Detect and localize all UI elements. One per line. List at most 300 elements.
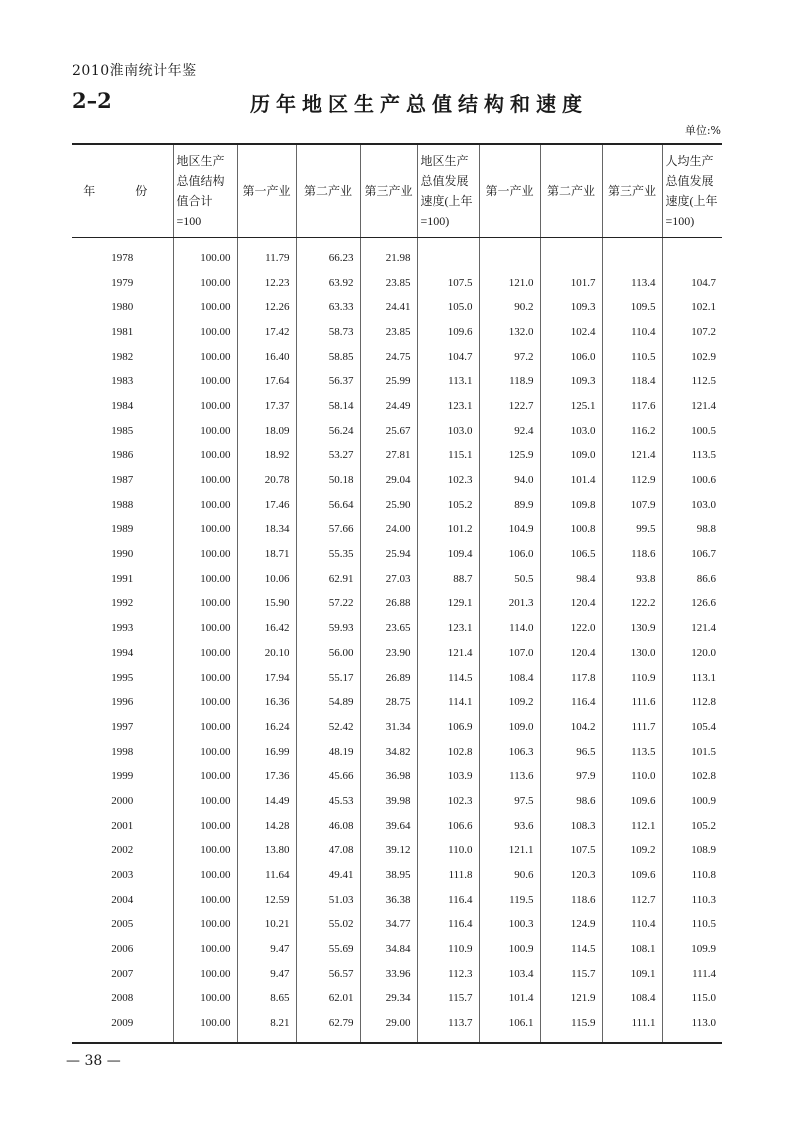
value-cell: 103.0 — [540, 418, 602, 443]
year-cell: 1987 — [111, 474, 134, 487]
value-cell: 112.1 — [602, 813, 662, 838]
value-cell: 23.65 — [360, 616, 417, 641]
value-cell: 100.00 — [173, 715, 237, 740]
value-cell: 17.94 — [237, 665, 296, 690]
value-cell: 115.9 — [540, 1011, 602, 1043]
value-cell: 101.2 — [417, 517, 479, 542]
value-cell: 109.0 — [540, 443, 602, 468]
value-cell: 36.98 — [360, 764, 417, 789]
year-cell: 2006 — [111, 943, 134, 956]
value-cell: 126.6 — [662, 591, 722, 616]
value-cell: 116.4 — [417, 912, 479, 937]
value-cell: 108.4 — [602, 986, 662, 1011]
value-cell: 33.96 — [360, 961, 417, 986]
year-cell: 1979 — [111, 276, 134, 289]
value-cell: 18.09 — [237, 418, 296, 443]
table-row — [72, 986, 722, 1011]
value-cell: 107.5 — [540, 838, 602, 863]
table-row — [72, 1011, 722, 1043]
year-cell: 1999 — [111, 770, 134, 783]
value-cell: 112.7 — [602, 887, 662, 912]
value-cell: 18.71 — [237, 542, 296, 567]
table-row — [72, 937, 722, 962]
value-cell — [602, 237, 662, 270]
value-cell: 109.5 — [602, 295, 662, 320]
value-cell: 113.1 — [662, 665, 722, 690]
value-cell: 90.2 — [479, 295, 540, 320]
value-cell: 23.85 — [360, 270, 417, 295]
value-cell: 100.00 — [173, 887, 237, 912]
value-cell: 111.4 — [662, 961, 722, 986]
value-cell: 86.6 — [662, 566, 722, 591]
table-row — [72, 616, 722, 641]
value-cell: 118.4 — [602, 369, 662, 394]
value-cell: 121.0 — [479, 270, 540, 295]
value-cell: 102.4 — [540, 320, 602, 345]
value-cell: 112.8 — [662, 690, 722, 715]
running-head: 2010淮南统计年鉴 — [72, 63, 197, 79]
value-cell — [479, 237, 540, 270]
value-cell: 94.0 — [479, 468, 540, 493]
value-cell: 34.84 — [360, 937, 417, 962]
value-cell: 105.2 — [417, 492, 479, 517]
value-cell: 116.4 — [417, 887, 479, 912]
value-cell: 112.9 — [602, 468, 662, 493]
year-cell: 1996 — [111, 696, 134, 709]
value-cell: 100.00 — [173, 270, 237, 295]
value-cell: 119.5 — [479, 887, 540, 912]
header-tertiary-share: 第三产业 — [360, 144, 417, 237]
year-cell: 1990 — [111, 548, 134, 561]
value-cell: 108.9 — [662, 838, 722, 863]
value-cell: 103.0 — [662, 492, 722, 517]
value-cell: 9.47 — [237, 937, 296, 962]
value-cell: 39.12 — [360, 838, 417, 863]
value-cell: 109.6 — [602, 789, 662, 814]
year-cell: 1978 — [111, 251, 134, 264]
value-cell: 62.91 — [296, 566, 360, 591]
value-cell: 97.9 — [540, 764, 602, 789]
value-cell: 103.4 — [479, 961, 540, 986]
value-cell: 101.4 — [479, 986, 540, 1011]
value-cell: 102.8 — [662, 764, 722, 789]
value-cell: 201.3 — [479, 591, 540, 616]
value-cell: 10.21 — [237, 912, 296, 937]
value-cell: 100.00 — [173, 690, 237, 715]
value-cell: 14.49 — [237, 789, 296, 814]
value-cell: 104.9 — [479, 517, 540, 542]
value-cell: 109.4 — [417, 542, 479, 567]
value-cell: 34.82 — [360, 739, 417, 764]
header-secondary-share: 第二产业 — [296, 144, 360, 237]
value-cell: 104.2 — [540, 715, 602, 740]
value-cell: 26.89 — [360, 665, 417, 690]
value-cell: 24.41 — [360, 295, 417, 320]
value-cell: 25.67 — [360, 418, 417, 443]
value-cell: 59.93 — [296, 616, 360, 641]
value-cell: 8.65 — [237, 986, 296, 1011]
value-cell: 106.5 — [540, 542, 602, 567]
value-cell: 36.38 — [360, 887, 417, 912]
value-cell: 102.9 — [662, 344, 722, 369]
value-cell: 100.00 — [173, 986, 237, 1011]
table-row — [72, 863, 722, 888]
value-cell: 58.73 — [296, 320, 360, 345]
value-cell: 121.9 — [540, 986, 602, 1011]
value-cell: 55.69 — [296, 937, 360, 962]
value-cell: 114.5 — [417, 665, 479, 690]
value-cell: 100.9 — [479, 937, 540, 962]
value-cell: 93.6 — [479, 813, 540, 838]
value-cell: 100.00 — [173, 566, 237, 591]
table-row — [72, 443, 722, 468]
value-cell: 12.23 — [237, 270, 296, 295]
value-cell: 25.90 — [360, 492, 417, 517]
page-number: — 38 — — [66, 1053, 121, 1069]
year-cell: 2001 — [111, 819, 134, 832]
value-cell: 109.8 — [540, 492, 602, 517]
value-cell: 110.5 — [662, 912, 722, 937]
value-cell: 125.1 — [540, 394, 602, 419]
value-cell: 115.0 — [662, 986, 722, 1011]
year-cell: 1984 — [111, 399, 134, 412]
value-cell: 97.5 — [479, 789, 540, 814]
value-cell: 27.81 — [360, 443, 417, 468]
value-cell: 108.4 — [479, 665, 540, 690]
value-cell: 100.3 — [479, 912, 540, 937]
value-cell: 118.6 — [540, 887, 602, 912]
value-cell: 100.5 — [662, 418, 722, 443]
value-cell: 17.42 — [237, 320, 296, 345]
value-cell: 98.8 — [662, 517, 722, 542]
value-cell: 63.92 — [296, 270, 360, 295]
value-cell: 109.9 — [662, 937, 722, 962]
value-cell: 121.1 — [479, 838, 540, 863]
value-cell: 98.4 — [540, 566, 602, 591]
value-cell: 16.42 — [237, 616, 296, 641]
value-cell: 106.1 — [479, 1011, 540, 1043]
table-row — [72, 295, 722, 320]
value-cell: 96.5 — [540, 739, 602, 764]
value-cell: 106.3 — [479, 739, 540, 764]
value-cell: 112.3 — [417, 961, 479, 986]
value-cell: 110.4 — [602, 320, 662, 345]
value-cell: 63.33 — [296, 295, 360, 320]
table-row — [72, 566, 722, 591]
value-cell: 106.7 — [662, 542, 722, 567]
value-cell: 121.4 — [662, 616, 722, 641]
table-row — [72, 270, 722, 295]
value-cell: 108.1 — [602, 937, 662, 962]
value-cell: 11.79 — [237, 237, 296, 270]
value-cell: 45.66 — [296, 764, 360, 789]
value-cell: 108.3 — [540, 813, 602, 838]
value-cell: 100.00 — [173, 789, 237, 814]
value-cell: 130.9 — [602, 616, 662, 641]
table-row — [72, 237, 722, 270]
year-cell: 2004 — [111, 893, 134, 906]
value-cell: 120.0 — [662, 641, 722, 666]
value-cell: 62.01 — [296, 986, 360, 1011]
value-cell: 29.00 — [360, 1011, 417, 1043]
value-cell: 115.7 — [417, 986, 479, 1011]
table-row — [72, 468, 722, 493]
table-row — [72, 492, 722, 517]
year-cell: 2007 — [111, 967, 134, 980]
value-cell: 100.6 — [662, 468, 722, 493]
value-cell: 100.00 — [173, 492, 237, 517]
value-cell: 115.1 — [417, 443, 479, 468]
table-row — [72, 813, 722, 838]
value-cell: 17.36 — [237, 764, 296, 789]
value-cell: 57.22 — [296, 591, 360, 616]
table-row — [72, 838, 722, 863]
value-cell: 109.3 — [540, 369, 602, 394]
value-cell: 104.7 — [417, 344, 479, 369]
value-cell: 11.64 — [237, 863, 296, 888]
value-cell: 114.1 — [417, 690, 479, 715]
value-cell: 130.0 — [602, 641, 662, 666]
value-cell: 17.37 — [237, 394, 296, 419]
value-cell: 21.98 — [360, 237, 417, 270]
value-cell: 100.00 — [173, 961, 237, 986]
value-cell: 106.6 — [417, 813, 479, 838]
value-cell: 123.1 — [417, 394, 479, 419]
value-cell: 100.00 — [173, 394, 237, 419]
value-cell: 110.8 — [662, 863, 722, 888]
value-cell: 100.00 — [173, 739, 237, 764]
year-cell: 1995 — [111, 671, 134, 684]
value-cell: 45.53 — [296, 789, 360, 814]
table-row — [72, 665, 722, 690]
value-cell: 120.4 — [540, 641, 602, 666]
value-cell: 55.02 — [296, 912, 360, 937]
value-cell: 39.64 — [360, 813, 417, 838]
year-cell: 1981 — [111, 325, 134, 338]
value-cell: 15.90 — [237, 591, 296, 616]
value-cell: 107.5 — [417, 270, 479, 295]
table-row — [72, 739, 722, 764]
value-cell: 110.9 — [602, 665, 662, 690]
table-row — [72, 715, 722, 740]
value-cell: 125.9 — [479, 443, 540, 468]
value-cell: 14.28 — [237, 813, 296, 838]
year-cell: 1986 — [111, 449, 134, 462]
value-cell: 27.03 — [360, 566, 417, 591]
value-cell: 100.00 — [173, 591, 237, 616]
value-cell: 39.98 — [360, 789, 417, 814]
value-cell — [540, 237, 602, 270]
year-cell: 1994 — [111, 646, 134, 659]
value-cell: 10.06 — [237, 566, 296, 591]
value-cell: 109.2 — [479, 690, 540, 715]
value-cell: 100.8 — [540, 517, 602, 542]
value-cell: 113.6 — [479, 764, 540, 789]
value-cell: 110.9 — [417, 937, 479, 962]
value-cell — [417, 237, 479, 270]
value-cell: 20.10 — [237, 641, 296, 666]
value-cell: 24.00 — [360, 517, 417, 542]
value-cell: 123.1 — [417, 616, 479, 641]
value-cell: 110.0 — [417, 838, 479, 863]
value-cell: 100.00 — [173, 237, 237, 270]
value-cell: 122.2 — [602, 591, 662, 616]
value-cell: 102.1 — [662, 295, 722, 320]
value-cell: 50.18 — [296, 468, 360, 493]
value-cell: 100.00 — [173, 418, 237, 443]
value-cell — [662, 237, 722, 270]
value-cell: 113.0 — [662, 1011, 722, 1043]
header-secondary-growth: 第二产业 — [540, 144, 602, 237]
gdp-structure-table — [72, 143, 722, 1044]
value-cell: 28.75 — [360, 690, 417, 715]
table-row — [72, 961, 722, 986]
value-cell: 56.57 — [296, 961, 360, 986]
year-cell: 1988 — [111, 498, 134, 511]
value-cell: 17.46 — [237, 492, 296, 517]
value-cell: 118.9 — [479, 369, 540, 394]
value-cell: 110.3 — [662, 887, 722, 912]
value-cell: 49.41 — [296, 863, 360, 888]
value-cell: 118.6 — [602, 542, 662, 567]
value-cell: 100.00 — [173, 320, 237, 345]
value-cell: 121.4 — [417, 641, 479, 666]
value-cell: 38.95 — [360, 863, 417, 888]
value-cell: 25.94 — [360, 542, 417, 567]
value-cell: 18.92 — [237, 443, 296, 468]
value-cell: 47.08 — [296, 838, 360, 863]
value-cell: 90.6 — [479, 863, 540, 888]
value-cell: 113.5 — [602, 739, 662, 764]
value-cell: 110.0 — [602, 764, 662, 789]
value-cell: 120.4 — [540, 591, 602, 616]
value-cell: 103.0 — [417, 418, 479, 443]
value-cell: 106.0 — [479, 542, 540, 567]
value-cell: 46.08 — [296, 813, 360, 838]
value-cell: 102.8 — [417, 739, 479, 764]
value-cell: 100.00 — [173, 1011, 237, 1043]
year-cell: 2005 — [111, 918, 134, 931]
value-cell: 51.03 — [296, 887, 360, 912]
value-cell: 62.79 — [296, 1011, 360, 1043]
value-cell: 58.14 — [296, 394, 360, 419]
value-cell: 111.1 — [602, 1011, 662, 1043]
value-cell: 109.1 — [602, 961, 662, 986]
value-cell: 56.24 — [296, 418, 360, 443]
value-cell: 100.00 — [173, 665, 237, 690]
year-cell: 2009 — [72, 1011, 173, 1043]
table-row — [72, 591, 722, 616]
value-cell: 100.00 — [173, 369, 237, 394]
value-cell: 111.7 — [602, 715, 662, 740]
value-cell: 55.35 — [296, 542, 360, 567]
table-row — [72, 418, 722, 443]
value-cell: 100.00 — [173, 641, 237, 666]
value-cell: 105.2 — [662, 813, 722, 838]
value-cell: 109.3 — [540, 295, 602, 320]
value-cell: 26.88 — [360, 591, 417, 616]
value-cell: 100.00 — [173, 937, 237, 962]
value-cell: 16.40 — [237, 344, 296, 369]
value-cell: 117.6 — [602, 394, 662, 419]
header-per-capita-growth: 人均生产总值发展速度(上年=100) — [662, 144, 722, 237]
unit-label: 单位:% — [684, 124, 721, 137]
value-cell: 29.34 — [360, 986, 417, 1011]
value-cell: 109.2 — [602, 838, 662, 863]
value-cell: 105.0 — [417, 295, 479, 320]
header-gdp-structure-total: 地区生产总值结构值合计=100 — [173, 144, 237, 237]
value-cell: 113.7 — [417, 1011, 479, 1043]
value-cell: 109.6 — [417, 320, 479, 345]
year-cell: 1982 — [111, 350, 134, 363]
value-cell: 124.9 — [540, 912, 602, 937]
value-cell: 17.64 — [237, 369, 296, 394]
value-cell: 111.8 — [417, 863, 479, 888]
value-cell: 57.66 — [296, 517, 360, 542]
value-cell: 106.0 — [540, 344, 602, 369]
value-cell: 129.1 — [417, 591, 479, 616]
value-cell: 16.24 — [237, 715, 296, 740]
header-primary-growth: 第一产业 — [479, 144, 540, 237]
value-cell: 88.7 — [417, 566, 479, 591]
value-cell: 53.27 — [296, 443, 360, 468]
value-cell: 23.85 — [360, 320, 417, 345]
value-cell: 56.37 — [296, 369, 360, 394]
value-cell: 13.80 — [237, 838, 296, 863]
table-row — [72, 764, 722, 789]
value-cell: 115.7 — [540, 961, 602, 986]
value-cell: 100.00 — [173, 468, 237, 493]
value-cell: 9.47 — [237, 961, 296, 986]
year-cell: 1997 — [111, 720, 134, 733]
year-cell: 2008 — [111, 992, 134, 1005]
header-primary-share: 第一产业 — [237, 144, 296, 237]
value-cell: 117.8 — [540, 665, 602, 690]
table-row — [72, 517, 722, 542]
value-cell: 114.0 — [479, 616, 540, 641]
value-cell: 34.77 — [360, 912, 417, 937]
value-cell: 89.9 — [479, 492, 540, 517]
value-cell: 100.00 — [173, 764, 237, 789]
section-number: 2–2 — [72, 88, 112, 113]
page-title: 历年地区生产总值结构和速度 — [250, 92, 588, 116]
value-cell: 12.59 — [237, 887, 296, 912]
value-cell: 66.23 — [296, 237, 360, 270]
value-cell: 113.4 — [602, 270, 662, 295]
value-cell: 48.19 — [296, 739, 360, 764]
value-cell: 16.99 — [237, 739, 296, 764]
value-cell: 120.3 — [540, 863, 602, 888]
year-cell: 1998 — [111, 745, 134, 758]
header-gdp-growth-index: 地区生产总值发展速度(上年=100) — [417, 144, 479, 237]
year-cell: 1989 — [111, 523, 134, 536]
value-cell: 101.4 — [540, 468, 602, 493]
value-cell: 113.1 — [417, 369, 479, 394]
value-cell: 132.0 — [479, 320, 540, 345]
table-row — [72, 887, 722, 912]
table-row — [72, 641, 722, 666]
value-cell: 106.9 — [417, 715, 479, 740]
value-cell: 55.17 — [296, 665, 360, 690]
year-cell: 2000 — [111, 794, 134, 807]
value-cell: 100.00 — [173, 813, 237, 838]
value-cell: 31.34 — [360, 715, 417, 740]
value-cell: 58.85 — [296, 344, 360, 369]
value-cell: 23.90 — [360, 641, 417, 666]
value-cell: 122.0 — [540, 616, 602, 641]
value-cell: 100.00 — [173, 542, 237, 567]
value-cell: 50.5 — [479, 566, 540, 591]
